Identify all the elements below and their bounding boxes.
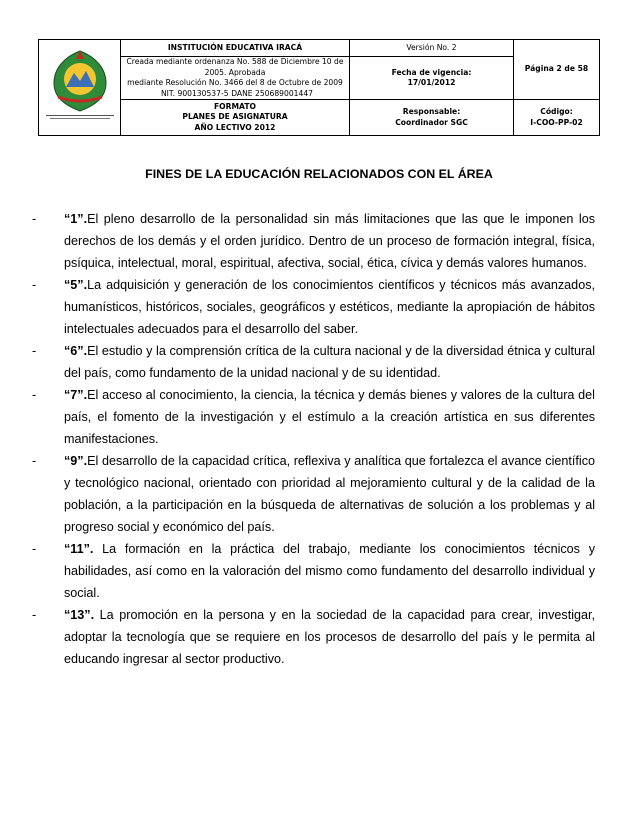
list-item: - “1”.El pleno desarrollo de la personalidad sin más limitaciones que las que le imponen los derechos de los demás y el orden jurídico. Dentro de un proceso de formación integral, física, psíquica, intelectual, moral, espiritual, afectiva, social, ética, cívica y demás valores humanos. <box>32 212 595 270</box>
codigo-cell: Código: I-COO-PP-02 <box>514 100 600 136</box>
dane-text: DANE 250689001447 <box>231 88 313 98</box>
school-crest-icon <box>40 43 120 129</box>
section-title: FINES DE LA EDUCACIÓN RELACIONADOS CON EL ÁREA <box>145 167 493 181</box>
education-goals-list <box>32 208 595 670</box>
list-item: - “5”.La adquisición y generación de los conocimientos científicos y técnicos más avanzados, humanísticos, históricos, sociales, geográficos y estéticos, mediante la apropiación de hábitos intelectuales adecuados para el desarrollo del saber. <box>32 278 595 336</box>
nit-text: NIT. 900130537-5 <box>161 88 229 98</box>
list-item: - “6”.El estudio y la comprensión crítica de la cultura nacional y de la diversidad étnica y cultural del país, como fundamento de la unidad nacional y de su identidad. <box>32 344 595 380</box>
document-header-table <box>38 39 600 136</box>
list-item: - “13”. La promoción en la persona y en la sociedad de la capacidad para crear, investigar, adoptar la tecnología que se requiere en los procesos de desarrollo del país y le permita al educando ingresar al sector productivo. <box>32 608 595 666</box>
version-cell: Versión No. 2 <box>350 40 514 57</box>
page-number: Página 2 de 58 <box>514 40 600 100</box>
list-item: - “7”.El acceso al conocimiento, la ciencia, la técnica y demás bienes y valores de la cultura del país, el fomento de la investigación y el estímulo a la creación artística en sus diferentes manifestaciones. <box>32 388 595 446</box>
vigencia-cell: Fecha de vigencia: 17/01/2012 <box>350 57 514 100</box>
school-logo <box>39 40 121 136</box>
creation-info: Creada mediante ordenanza No. 588 de Diciembre 10 de 2005. Aprobada mediante Resolución No. 3466 del 8 de Octubre de 2009 NIT. 900130537-5 DANE 250689001447 <box>121 57 350 100</box>
list-item: - “9”.El desarrollo de la capacidad crítica, reflexiva y analítica que fortalezca el avance científico y tecnológico nacional, orientado con prioridad al mejoramiento cultural y de la calidad de la población, a la participación en la búsqueda de alternativas de solución a los problemas y al progreso social y económico del país. <box>32 454 595 534</box>
list-item: - “11”. La formación en la práctica del trabajo, mediante los conocimientos técnicos y habilidades, así como en la valoración del mismo como fundamento del desarrollo individual y social. <box>32 542 595 600</box>
institution-name: INSTITUCIÓN EDUCATIVA IRACÁ <box>121 40 350 57</box>
format-title: FORMATO PLANES DE ASIGNATURA AÑO LECTIVO 2012 <box>121 100 350 136</box>
responsable-cell: Responsable: Coordinador SGC <box>350 100 514 136</box>
